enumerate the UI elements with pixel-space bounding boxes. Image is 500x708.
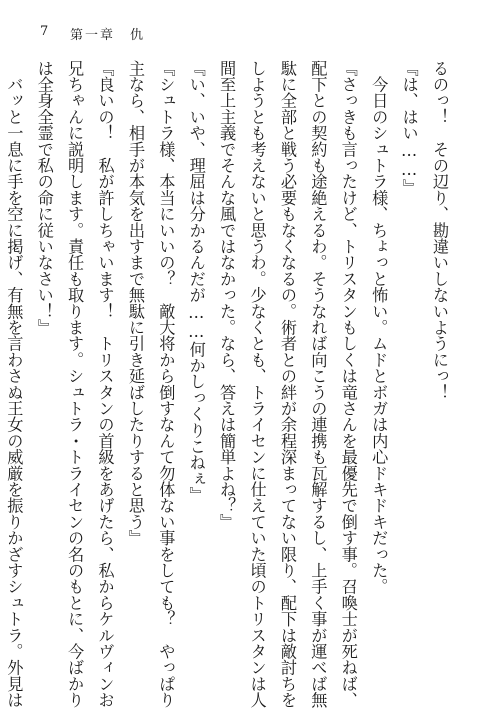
text-line: 『は、はい……』	[399, 60, 419, 196]
text-line: しようとも考えないと思うわ。少なくとも、トライセンに仕えていた頃のトリスタンは人	[247, 60, 267, 708]
text-line: 間至上主義でそんな風ではなかった。なら、答えは簡単よね？』	[217, 60, 237, 530]
text-line: 『シュトラ様、本当にいいの？ 敵大将から倒すなんて勿体ない事をしても？ やっぱり	[156, 60, 176, 708]
page-number: 7	[40, 24, 49, 39]
text-line: 兄ちゃんに説明します。責任も取ります。シュトラ・トライセンの名のもとに、今ばかり	[65, 60, 85, 708]
text-line: るのっ！ その辺り、勘違いしないようにっ！	[430, 60, 449, 401]
text-line: 『良いの！ 私が許しちゃいます！ トリスタンの首級をあげたら、私からケルヴィンお	[95, 60, 115, 708]
text-line: バッと一息に手を空に掲げ、有無を言わさぬ王女の威厳を振りかざすシュトラ。外見は	[4, 60, 24, 708]
text-line: 『さっきも言ったけど、トリスタンもしくは竜さんを最優先で倒す事。召喚士が死ねば、	[338, 60, 358, 708]
chapter-title: 第一章 仇	[70, 28, 146, 43]
text-line: 駄に全部と戦う必要もなくなるの。術者との絆が余程深まってない限り、配下は敵討ちを	[277, 60, 297, 708]
vertical-text-body	[4, 60, 454, 708]
text-line: は全身全霊で私の命に従いなさい！』	[34, 60, 54, 336]
text-line: 今日のシュトラ様、ちょっと怖い。ムドとボガは内心ドキドキだった。	[369, 60, 389, 595]
text-line: 主なら、相手が本気を出すまで無駄に引き延ばしたりすると思う』	[125, 60, 145, 546]
text-line: 『い、いや、理屈は分かるんだが……何かしっくりこねぇ』	[186, 60, 206, 503]
text-line: 配下との契約も途絶えるわ。そうなれば向こうの連携も瓦解するし、上手く事が運べば無	[308, 60, 328, 708]
